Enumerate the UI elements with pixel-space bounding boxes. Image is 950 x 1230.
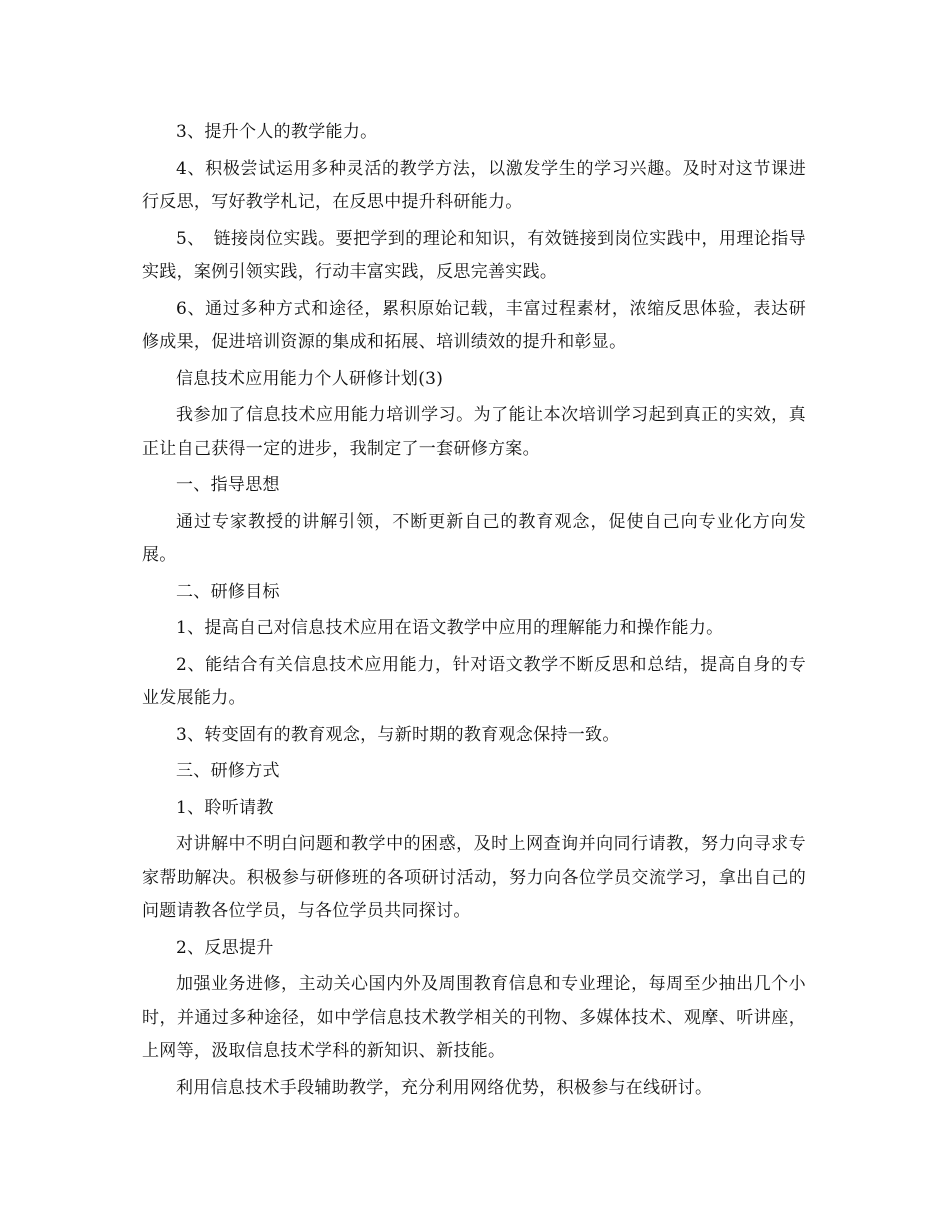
heading-guiding-thought: 一、指导思想: [176, 475, 280, 495]
paragraph-study-goal-2: 2、能结合有关信息技术应用能力，针对语文教学不断反思和总结，提高自身的专业发展能力。: [142, 654, 806, 708]
heading-study-goals: 二、研修目标: [176, 581, 280, 602]
paragraph-goal-4: 4、积极尝试运用多种灵活的教学方法，以激发学生的学习兴趣。及时对这节课进行反思，写好教学札记，在反思中提升科研能力。: [142, 158, 806, 212]
intro-paragraph: 我参加了信息技术应用能力培训学习。为了能让本次培训学习起到真正的实效，真正让自己获得一定的进步，我制定了一套研修方案。: [142, 405, 806, 459]
paragraph-goal-3: 3、提升个人的教学能力。: [176, 122, 378, 142]
paragraph-guiding-thought: 通过专家教授的讲解引领，不断更新自己的教育观念，促使自己向专业化方向发展。: [142, 511, 806, 565]
paragraph-method-2: 加强业务进修，主动关心国内外及周围教育信息和专业理论，每周至少抽出几个小时，并通过多种途径，如中学信息技术教学相关的刊物、多媒体技术、观摩、听讲座，上网等，汲取信息技术学科的新知识、新技能。: [142, 974, 806, 1061]
paragraph-goal-5: 5、 链接岗位实践。要把学到的理论和知识，有效链接到岗位实践中，用理论指导实践，案例引领实践，行动丰富实践，反思完善实践。: [142, 228, 806, 282]
paragraph-method-2-extra: 利用信息技术手段辅助教学，充分利用网络优势，积极参与在线研讨。: [176, 1077, 713, 1098]
document-body: [142, 116, 806, 1108]
paragraph-study-goal-1: 1、提高自己对信息技术应用在语文教学中应用的理解能力和操作能力。: [176, 618, 724, 638]
heading-method-1: 1、聆听请教: [176, 797, 274, 818]
paragraph-study-goal-3: 3、转变固有的教育观念，与新时期的教育观念保持一致。: [176, 724, 620, 745]
section-title: 信息技术应用能力个人研修计划(3): [176, 368, 444, 389]
heading-method-2: 2、反思提升: [176, 937, 274, 958]
paragraph-goal-6: 6、通过多种方式和途径，累积原始记载，丰富过程素材，浓缩反思体验，表达研修成果，促进培训资源的集成和拓展、培训绩效的提升和彰显。: [142, 298, 806, 352]
heading-study-methods: 三、研修方式: [176, 761, 280, 781]
paragraph-method-1: 对讲解中不明白问题和教学中的困惑，及时上网查询并向同行请教，努力向寻求专家帮助解决。积极参与研修班的各项研讨活动，努力向各位学员交流学习，拿出自己的问题请教各位学员，与各位学员共同探讨。: [142, 834, 806, 921]
